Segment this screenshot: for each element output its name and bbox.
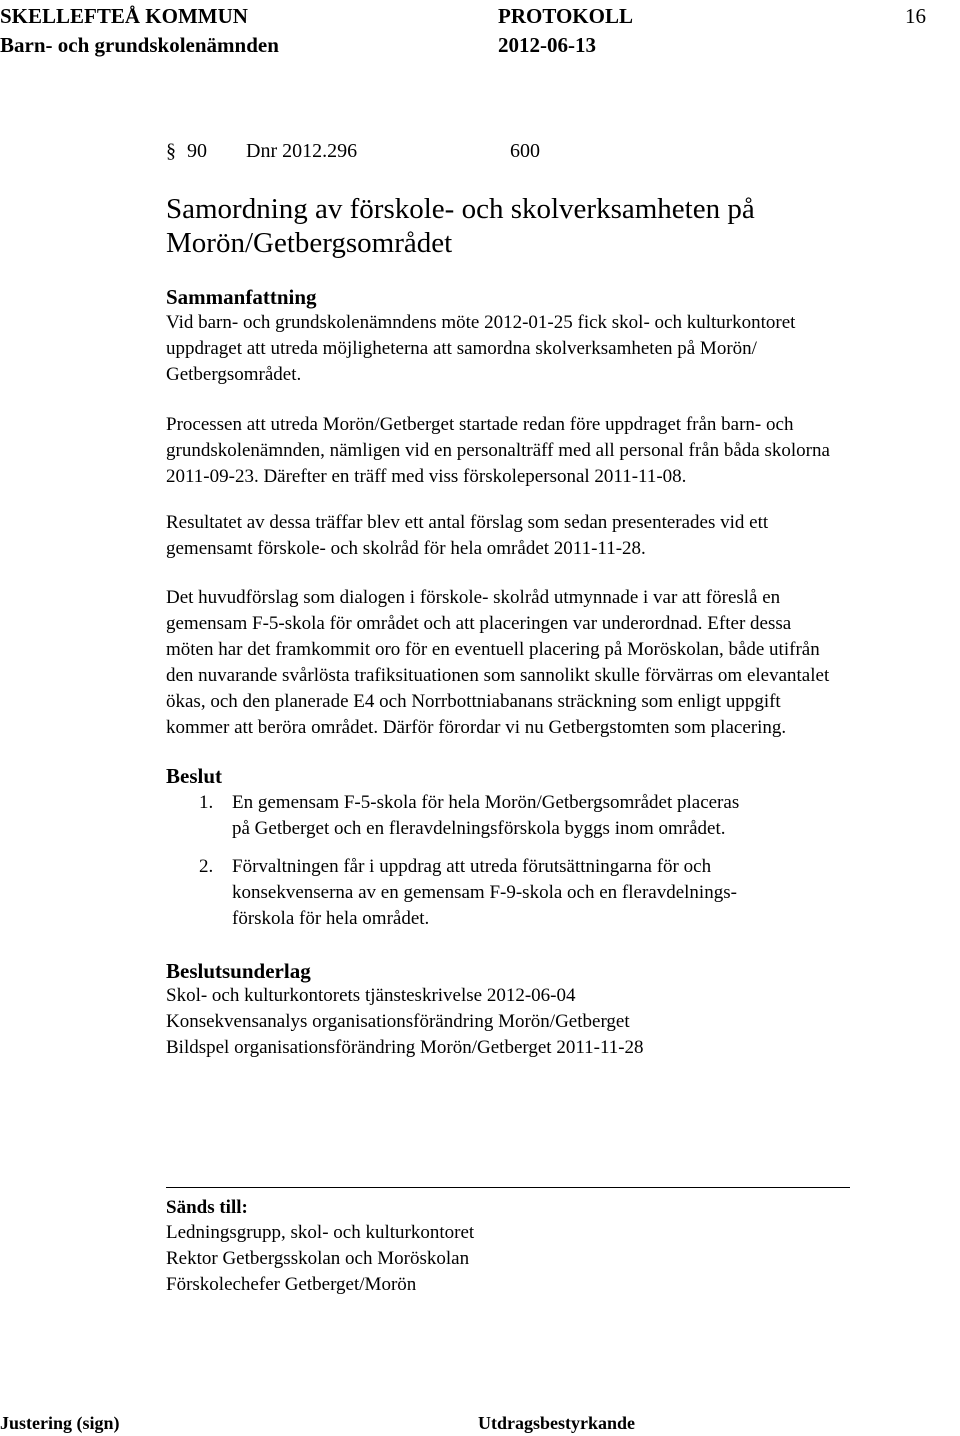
paragraph-line: uppdraget att utreda möjligheterna att samordna skolverksamheten på Morön/ [166,338,757,359]
paragraph-line: Det huvudförslag som dialogen i förskole- skolråd utmynnade i var att föreslå en [166,587,781,608]
beslutsunderlag-item: Skol- och kulturkontorets tjänsteskrivelse 2012-06-04 [166,985,576,1006]
footer-justering: Justering (sign) [0,1413,120,1433]
page-title-line-1: Samordning av förskole- och skolverksamheten på [166,193,755,225]
beslutsunderlag-heading: Beslutsunderlag [166,959,311,983]
paragraph-line: gemensamt förskole- och skolråd för hela området 2011-11-28. [166,538,646,559]
beslutsunderlag-list [166,983,960,1061]
sammanfattning-paragraph-1 [166,310,960,388]
beslutsunderlag-item: Konsekvensanalys organisationsförändring Morön/Getberget [166,1011,630,1032]
footer-utdragsbestyrkande: Utdragsbestyrkande [478,1413,636,1433]
case-code: 600 [510,140,540,162]
sammanfattning-heading: Sammanfattning [166,285,317,309]
sammanfattning-paragraph-4 [166,585,960,741]
section-value: 90 [187,140,207,162]
sands-till-item: Ledningsgrupp, skol- och kulturkontoret [166,1222,475,1243]
beslut-item-line: Förvaltningen får i uppdrag att utreda förutsättningarna för och [232,856,712,877]
beslut-item-text [232,790,739,842]
paragraph-line: den nuvarande svårlösta trafiksituationen som sannolikt skulle förvärras om elevantalet [166,665,830,686]
case-dnr: Dnr 2012.296 [246,140,358,162]
header-org: SKELLEFTEÅ KOMMUN [0,4,248,28]
paragraph-line: kommer att beröra området. Därför förordar vi nu Getbergstomten som placering. [166,717,787,738]
beslut-item-line: konsekvenserna av en gemensam F-9-skola och en fleravdelnings- [232,882,737,903]
header-page-number: 16 [905,4,926,28]
sands-till-list [166,1220,960,1298]
paragraph-line: Processen att utreda Morön/Getberget startade redan före uppdraget från barn- och [166,414,794,435]
beslut-item-line: på Getberget och en fleravdelningsförskola byggs inom området. [232,818,726,839]
paragraph-line: grundskolenämnden, nämligen vid en personalträff med all personal från båda skolorna [166,440,830,461]
sands-till-item: Förskolechefer Getberget/Morön [166,1274,417,1295]
paragraph-line: Getbergsområdet. [166,364,302,385]
paragraph-line: möten har det framkommit oro för en eventuell placering på Moröskolan, både utifrån [166,639,820,660]
section-number [166,138,207,164]
separator-line [166,1187,850,1188]
beslut-heading: Beslut [166,764,223,788]
section-sign: § [166,140,176,162]
sammanfattning-paragraph-2 [166,412,960,490]
header-committee: Barn- och grundskolenämnden [0,33,279,57]
sammanfattning-paragraph-3 [166,510,960,562]
sands-till-item: Rektor Getbergsskolan och Moröskolan [166,1248,470,1269]
paragraph-line: Vid barn- och grundskolenämndens möte 2012-01-25 fick skol- och kulturkontoret [166,312,796,333]
paragraph-line: gemensam F-5-skola för området och att placeringen var underordnad. Efter dessa [166,613,792,634]
beslut-item-line: En gemensam F-5-skola för hela Morön/Getbergsområdet placeras [232,792,740,813]
beslutsunderlag-item: Bildspel organisationsförändring Morön/Getberget 2011-11-28 [166,1037,644,1058]
header-date: 2012-06-13 [498,33,596,57]
page-title-line-2: Morön/Getbergsområdet [166,227,453,259]
paragraph-line: Resultatet av dessa träffar blev ett antal förslag som sedan presenterades vid ett [166,512,769,533]
header-doc-type: PROTOKOLL [498,4,633,28]
paragraph-line: ökas, och den planerade E4 och Norrbottniabanans sträckning som enligt uppgift [166,691,781,712]
beslut-item-text [232,854,737,932]
beslut-item-number: 1. [199,792,214,813]
sands-till-heading: Sänds till: [166,1197,248,1218]
beslut-item-number: 2. [199,856,214,877]
paragraph-line: 2011-09-23. Därefter en träff med viss förskolepersonal 2011-11-08. [166,466,687,487]
beslut-item-line: förskola för hela området. [232,908,430,929]
